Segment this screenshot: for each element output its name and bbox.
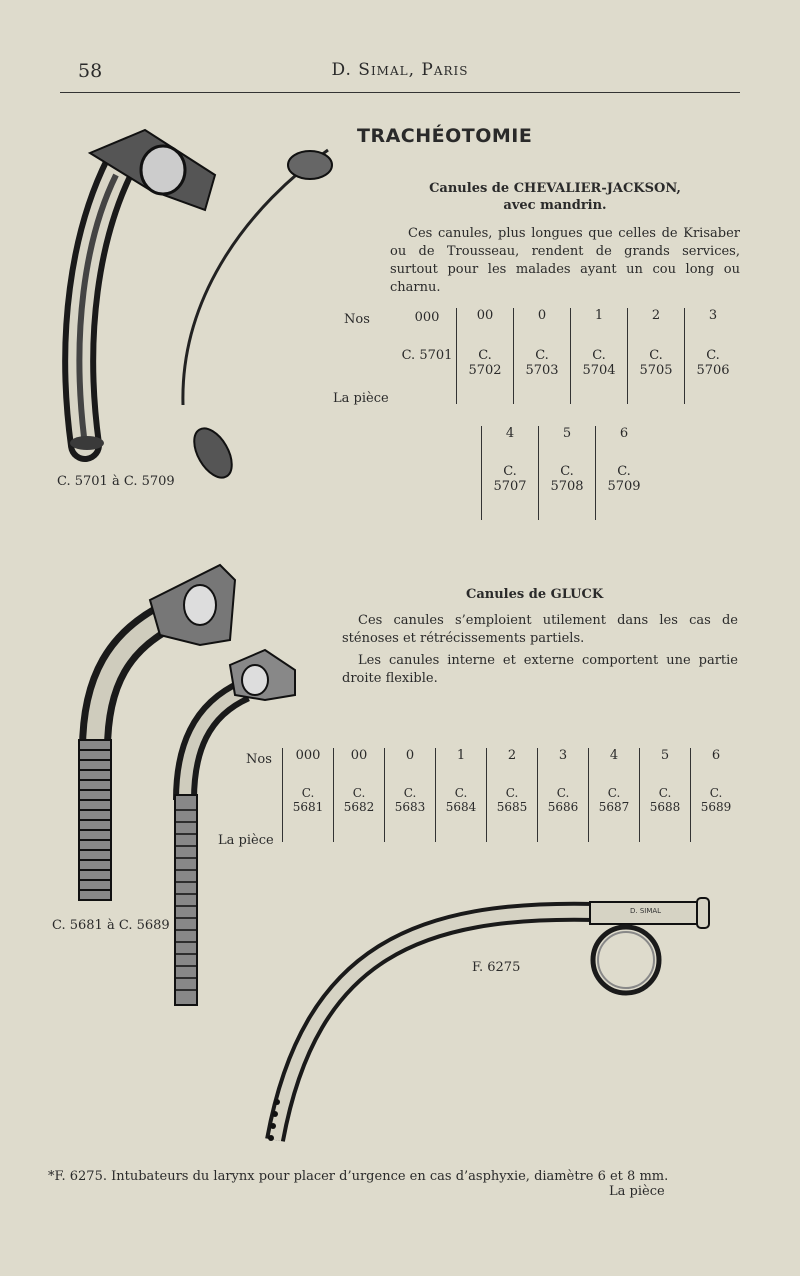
chevalier-description: Ces canules, plus longues que celles de Krisaber ou de Trousseau, rendent de grands services, surtout pour les malades ayant un cou long ou charnu. (390, 226, 740, 295)
chevalier-piece-label: La pièce (333, 391, 389, 406)
ref-cell: C. 5701 (401, 348, 453, 363)
ref-cell: C. 5703 (514, 348, 571, 404)
intubator-caption: F. 6275 (472, 960, 521, 975)
ref-cell: C. 5686 (538, 786, 589, 842)
size-cell: 6 (691, 748, 742, 786)
gluck-caption: C. 5681 à C. 5689 (52, 918, 170, 933)
ref-cell: C. 5705 (628, 348, 685, 404)
size-cell: 3 (538, 748, 589, 786)
size-cell: 6 (596, 426, 653, 464)
intubator-footnote-piece: La pièce (609, 1184, 665, 1199)
size-cell: 1 (436, 748, 487, 786)
intubator-footnote: *F. 6275. Intubateurs du larynx pour placer d’urgence en cas d’asphyxie, diamètre 6 et 8 mm. (48, 1169, 669, 1184)
chevalier-size-table-2 (481, 426, 652, 520)
size-cell: 4 (482, 426, 539, 464)
section-title: TRACHÉOTOMIE (357, 125, 533, 147)
gluck-piece-label: La pièce (218, 833, 274, 848)
ref-cell: C. 5681 (283, 786, 334, 842)
ref-cell: C. 5704 (571, 348, 628, 404)
ref-cell: C. 5689 (691, 786, 742, 842)
gluck-subtitle: Canules de GLUCK (466, 587, 604, 602)
chevalier-caption: C. 5701 à C. 5709 (57, 474, 175, 489)
size-cell: 2 (628, 308, 685, 348)
size-cell: 000 (414, 310, 440, 325)
ref-cell: C. 5708 (539, 464, 596, 520)
intubator-engraving: D. SIMAL (630, 907, 662, 915)
chevalier-nos-label: Nos (344, 312, 370, 327)
size-cell: 00 (334, 748, 385, 786)
chevalier-size-table (398, 308, 741, 404)
ref-cell: C. 5685 (487, 786, 538, 842)
gluck-description-2: Les canules interne et externe comportent une partie droite flexible. (342, 653, 738, 686)
header-rule (60, 92, 740, 93)
size-cell: 0 (385, 748, 436, 786)
intubator-illustration (250, 890, 720, 1160)
gluck-description-1: Ces canules s’emploient utilement dans les cas de sténoses et rétrécissements partiels. (342, 613, 738, 646)
size-cell: 0 (514, 308, 571, 348)
ref-cell: C. 5709 (596, 464, 653, 520)
chevalier-cannula-illustration (50, 125, 340, 490)
ref-cell: C. 5682 (334, 786, 385, 842)
size-cell: 2 (487, 748, 538, 786)
ref-cell: C. 5707 (482, 464, 539, 520)
running-header: D. Simal, Paris (331, 60, 469, 80)
ref-cell: C. 5706 (685, 348, 742, 404)
chevalier-subtitle: Canules de CHEVALIER-JACKSON, avec mandrin. (429, 181, 681, 213)
ref-cell: C. 5687 (589, 786, 640, 842)
gluck-size-table (282, 748, 741, 842)
size-cell: 00 (457, 308, 514, 348)
gluck-nos-label: Nos (246, 752, 272, 767)
size-cell: 5 (539, 426, 596, 464)
size-cell: 4 (589, 748, 640, 786)
size-cell: 000 (283, 748, 334, 786)
page-number: 58 (78, 60, 103, 82)
ref-cell: C. 5688 (640, 786, 691, 842)
ref-cell: C. 5683 (385, 786, 436, 842)
ref-cell: C. 5702 (457, 348, 514, 404)
size-cell: 3 (685, 308, 742, 348)
size-cell: 1 (571, 308, 628, 348)
ref-cell: C. 5684 (436, 786, 487, 842)
size-cell: 5 (640, 748, 691, 786)
